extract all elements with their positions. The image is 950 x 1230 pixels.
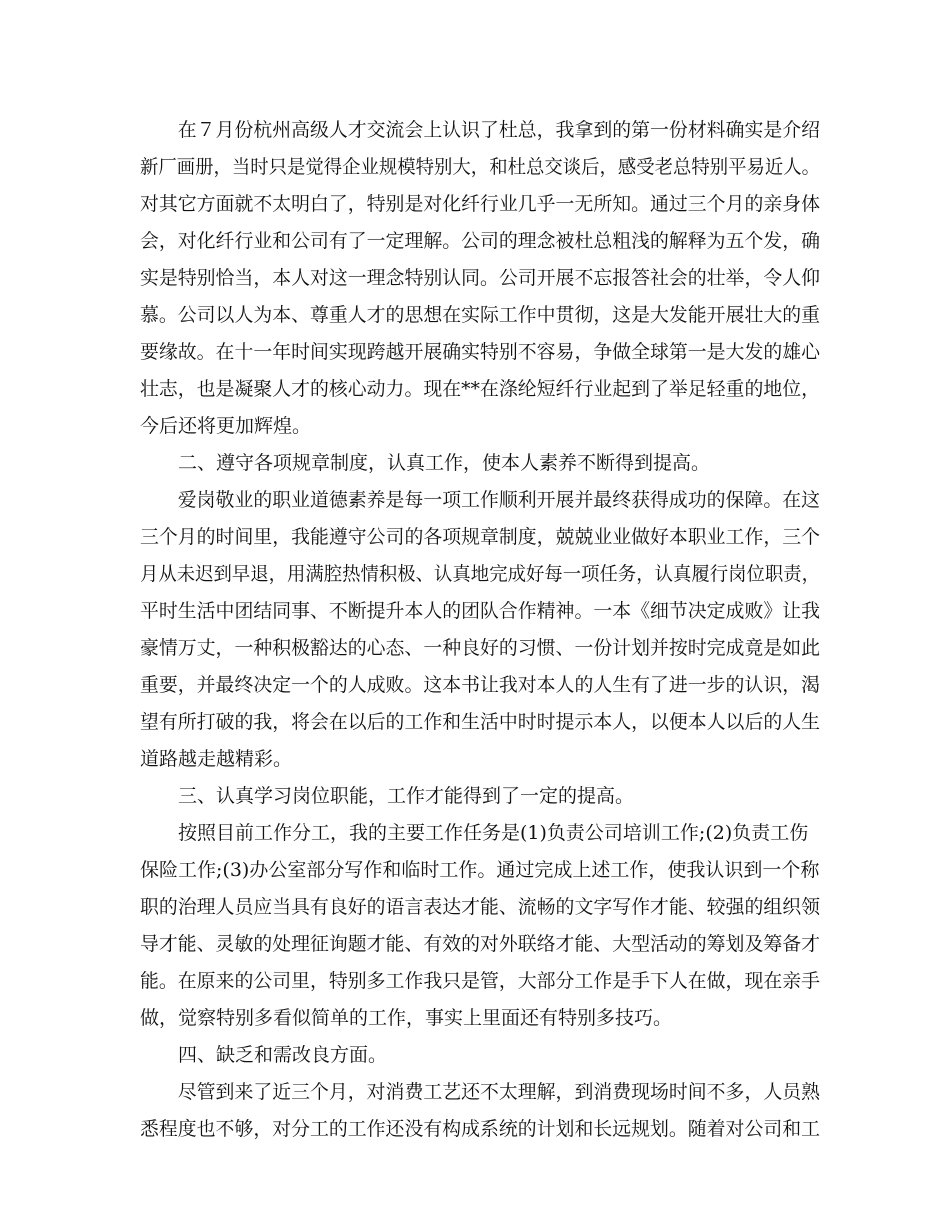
paragraph-line: 三个月的时间里，我能遵守公司的各项规章制度，兢兢业业做好本职业工作，三个 [140, 526, 821, 548]
paragraph-line: 能。在原来的公司里，特别多工作我只是管，大部分工作是手下人在做，现在亲手 [140, 970, 821, 992]
paragraph-line: 在７月份杭州高级人才交流会上认识了杜总，我拿到的第一份材料确实是介绍 [177, 119, 821, 141]
paragraph-line: 重要，并最终决定一个的人成败。这本书让我对本人的人生有了进一步的认识，渴 [140, 674, 821, 696]
paragraph-line: 尽管到来了近三个月，对消费工艺还不太理解，到消费现场时间不多，人员熟 [177, 1081, 821, 1103]
section-heading: 四、缺乏和需改良方面。 [178, 1044, 388, 1066]
paragraph-line: 导才能、灵敏的处理征询题才能、有效的对外联络才能、大型活动的筹划及筹备才 [140, 933, 821, 955]
section-heading: 三、认真学习岗位职能，工作才能得到了一定的提高。 [178, 785, 635, 807]
document-page [140, 112, 820, 1148]
paragraph-line: 按照目前工作分工，我的主要工作任务是(1)负责公司培训工作;(2)负责工伤 [178, 822, 809, 844]
paragraph-line: 要缘故。在十一年时间实现跨越开展确实特别不容易，争做全球第一是大发的雄心 [140, 341, 821, 363]
paragraph-line: 今后还将更加辉煌。 [140, 415, 312, 437]
paragraph-line: 实是特别恰当，本人对这一理念特别认同。公司开展不忘报答社会的壮举，令人仰 [140, 267, 821, 289]
paragraph-line: 壮志，也是凝聚人才的核心动力。现在**在涤纶短纤行业起到了举足轻重的地位， [140, 378, 821, 400]
paragraph-line: 平时生活中团结同事、不断提升本人的团队合作精神。一本《细节决定成败》让我 [140, 600, 821, 622]
paragraph-line: 望有所打破的我，将会在以后的工作和生活中时时提示本人，以便本人以后的人生 [140, 711, 821, 733]
paragraph-line: 豪情万丈，一种积极豁达的心态、一种良好的习惯、一份计划并按时完成竟是如此 [140, 637, 821, 659]
paragraph-line: 月从未迟到早退，用满腔热情积极、认真地完成好每一项任务，认真履行岗位职责， [140, 563, 821, 585]
paragraph-line: 会，对化纤行业和公司有了一定理解。公司的理念被杜总粗浅的解释为五个发，确 [140, 230, 821, 252]
section-heading: 二、遵守各项规章制度，认真工作，使本人素养不断得到提高。 [178, 452, 711, 474]
paragraph-line: 慕。公司以人为本、尊重人才的思想在实际工作中贯彻，这是大发能开展壮大的重 [140, 304, 821, 326]
paragraph-line: 保险工作;(3)办公室部分写作和临时工作。通过完成上述工作，使我认识到一个称 [140, 859, 820, 881]
paragraph-line: 新厂画册，当时只是觉得企业规模特别大，和杜总交谈后，感受老总特别平易近人。 [140, 156, 821, 178]
paragraph-line: 道路越走越精彩。 [140, 748, 293, 770]
paragraph-line: 爱岗敬业的职业道德素养是每一项工作顺利开展并最终获得成功的保障。在这 [177, 489, 821, 511]
paragraph-line: 做，觉察特别多看似简单的工作，事实上里面还有特别多技巧。 [140, 1007, 673, 1029]
paragraph-line: 职的治理人员应当具有良好的语言表达才能、流畅的文字写作才能、较强的组织领 [140, 896, 821, 918]
paragraph-line: 对其它方面就不太明白了，特别是对化纤行业几乎一无所知。通过三个月的亲身体 [140, 193, 821, 215]
paragraph-line: 悉程度也不够，对分工的工作还没有构成系统的计划和长远规划。随着对公司和工 [140, 1118, 821, 1140]
